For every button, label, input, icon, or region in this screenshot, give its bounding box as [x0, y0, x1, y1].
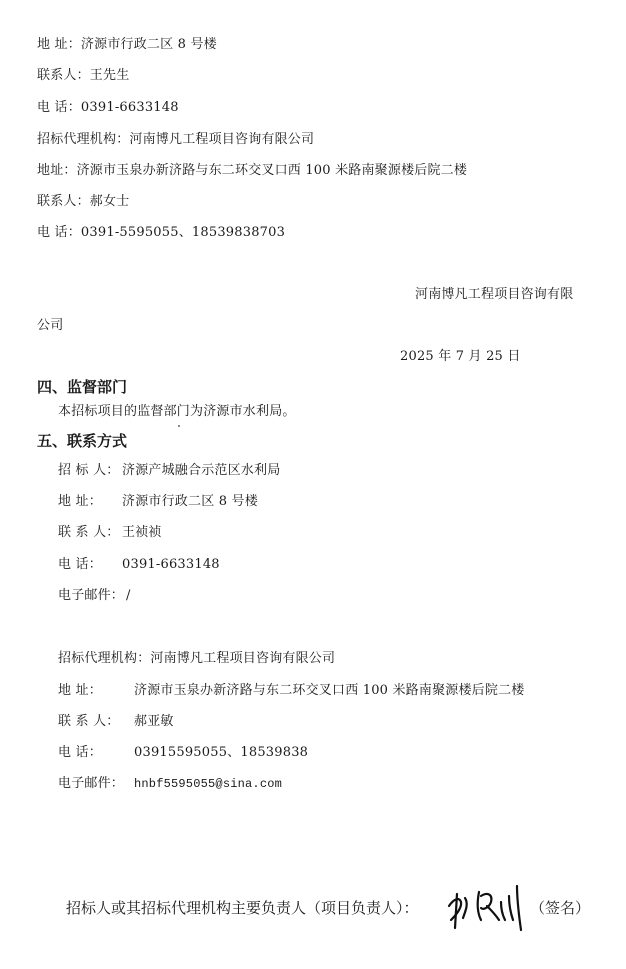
phone-value: 0391-6633148: [122, 557, 220, 572]
agency-value: 河南博凡工程项目咨询有限公司: [150, 651, 336, 666]
tenderer-label: 招 标 人：: [58, 463, 120, 478]
top-agency-contact: 联系人：郝女士: [37, 194, 130, 209]
agency-address-label: 地 址：: [58, 683, 102, 698]
phone-row: [58, 557, 220, 573]
agency-row: [58, 651, 335, 667]
issuer-org-continued: 公司: [37, 318, 64, 333]
agency-phone-row: [58, 745, 308, 761]
agency-contact-label: 联 系 人：: [58, 714, 120, 729]
agency-email-label: 电子邮件：: [58, 776, 125, 791]
section5-heading: 五、联系方式: [37, 432, 128, 450]
address-row: [58, 494, 258, 510]
section4-heading: 四、监督部门: [37, 378, 128, 396]
agency-email-row: [58, 776, 282, 792]
top-phone: 电 话：0391-6633148: [37, 100, 179, 115]
agency-address-value: 济源市玉泉办新济路与东二环交叉口西 100 米路南聚源楼后院二楼: [134, 683, 525, 698]
tenderer-value: 济源产城融合示范区水利局: [122, 463, 281, 478]
agency-label: 招标代理机构：: [58, 651, 151, 666]
address-label: 地 址：: [58, 494, 102, 509]
signature-suffix: （签名）: [530, 899, 591, 917]
top-agency-address: 地址：济源市玉泉办新济路与东二环交叉口西 100 米路南聚源楼后院二楼: [37, 163, 468, 178]
top-address: 地 址：济源市行政二区 8 号楼: [37, 37, 217, 52]
contact-label: 联 系 人：: [58, 525, 120, 540]
agency-contact-row: [58, 714, 174, 730]
agency-phone-label: 电 话：: [58, 745, 102, 760]
top-agency: 招标代理机构：河南博凡工程项目咨询有限公司: [37, 132, 315, 147]
issuer-date: 2025 年 7 月 25 日: [400, 349, 521, 364]
handwritten-signature: [435, 876, 535, 934]
email-row: [58, 588, 131, 604]
phone-label: 电 话：: [58, 557, 102, 572]
email-label: 电子邮件：: [58, 588, 125, 603]
scan-speck: [178, 425, 180, 427]
tenderer-row: [58, 463, 280, 479]
agency-address-row: [58, 683, 524, 699]
signature-label: 招标人或其招标代理机构主要负责人（项目负责人）：: [66, 899, 419, 917]
agency-phone-value: 03915595055、18539838: [134, 745, 309, 760]
section4-text: 本招标项目的监督部门为济源市水利局。: [58, 404, 296, 419]
contact-row: [58, 525, 162, 541]
agency-email-value: hnbf5595055@sina.com: [134, 777, 283, 791]
issuer-org: 河南博凡工程项目咨询有限: [415, 287, 574, 302]
address-value: 济源市行政二区 8 号楼: [122, 494, 258, 509]
top-contact: 联系人：王先生: [37, 68, 130, 83]
contact-value: 王祯祯: [122, 525, 162, 540]
email-value: /: [126, 588, 131, 603]
agency-contact-value: 郝亚敏: [134, 714, 174, 729]
top-agency-phone: 电 话：0391-5595055、18539838703: [37, 225, 286, 240]
